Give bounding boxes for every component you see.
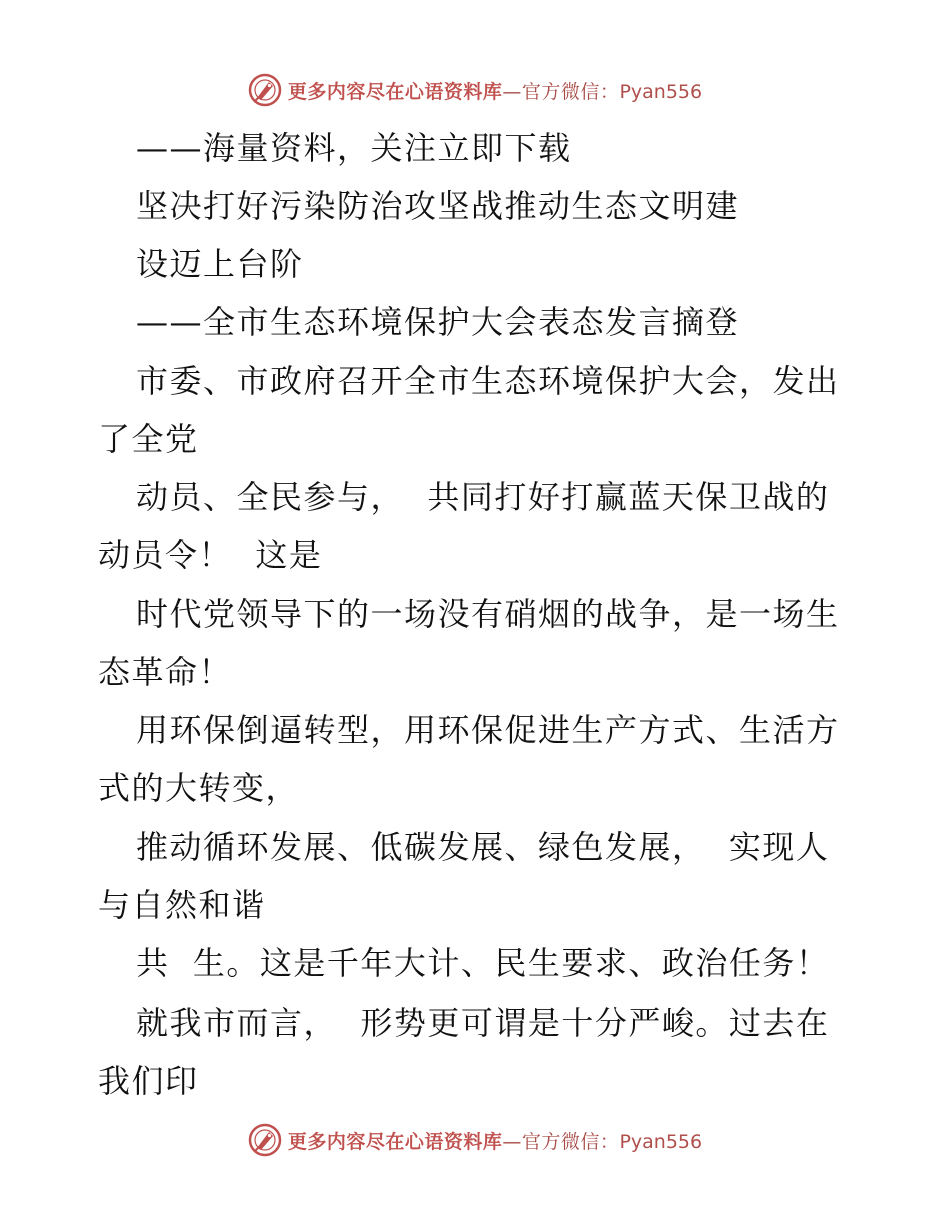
site-name: 更多内容尽在心语资料库 — [287, 80, 503, 103]
text-line-12: 式的大转变， — [98, 769, 300, 807]
pen-nib-logo-icon — [248, 1123, 282, 1157]
wechat-label: 官方微信： — [521, 80, 620, 103]
text-line-5: 市委、市政府召开全市生态环境保护大会，发出 — [136, 362, 840, 400]
text-line-1: ——海量资料，关注立即下载 — [136, 129, 572, 167]
wechat-id: Pyan556 — [619, 80, 703, 103]
text-line-15: 共 生。这是千年大计、民生要求、政治任务！ — [136, 944, 830, 982]
text-line-8: 动员令！ 这是 — [98, 536, 323, 574]
text-line-14: 与自然和谐 — [98, 886, 266, 924]
wechat-label: 官方微信： — [521, 1130, 620, 1153]
text-line-3: 设迈上台阶 — [136, 245, 304, 283]
text-line-11: 用环保倒逼转型，用环保促进生产方式、生活方 — [136, 711, 840, 749]
banner-dash: — — [502, 1130, 522, 1153]
text-line-7: 动员、全民参与， 共同打好打赢蓝天保卫战的 — [136, 478, 830, 516]
banner-site-text — [288, 77, 702, 104]
banner-dash: — — [502, 80, 522, 103]
text-line-2: 坚决打好污染防治攻坚战推动生态文明建 — [136, 187, 740, 225]
text-line-17: 我们印 — [98, 1062, 199, 1100]
footer-banner — [0, 1120, 950, 1160]
site-name: 更多内容尽在心语资料库 — [287, 1130, 503, 1153]
pen-nib-logo-icon — [248, 73, 282, 107]
text-line-16: 就我市而言， 形势更可谓是十分严峻。过去在 — [136, 1004, 830, 1042]
text-line-6: 了全党 — [98, 420, 199, 458]
header-banner — [0, 70, 950, 110]
text-line-13: 推动循环发展、低碳发展、绿色发展， 实现人 — [136, 828, 830, 866]
text-line-9: 时代党领导下的一场没有硝烟的战争，是一场生 — [136, 595, 840, 633]
banner-site-text — [288, 1127, 702, 1154]
text-line-10: 态革命！ — [98, 653, 233, 691]
wechat-id: Pyan556 — [619, 1130, 703, 1153]
text-line-4: ——全市生态环境保护大会表态发言摘登 — [136, 303, 740, 341]
